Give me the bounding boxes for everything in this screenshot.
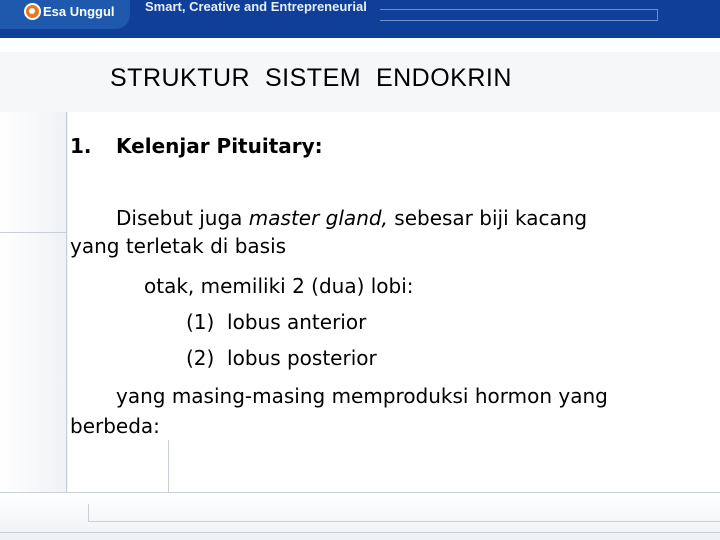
page-title: STRUKTUR SISTEM ENDOKRIN	[110, 64, 512, 92]
list-item-posterior: (2) lobus posterior	[186, 346, 377, 370]
paragraph-line-7: berbeda:	[70, 414, 160, 438]
paragraph-line-3: otak, memiliki 2 (dua) lobi:	[144, 274, 414, 298]
list-item-anterior: (1) lobus anterior	[186, 310, 367, 334]
section-number: 1.	[70, 134, 92, 158]
tagline: Smart, Creative and Entrepreneurial	[145, 0, 367, 14]
paragraph-line-2: yang terletak di basis	[70, 234, 287, 258]
italic-term: master gland,	[248, 206, 388, 230]
paragraph-line-1	[116, 206, 587, 230]
paragraph-line-6: yang masing-masing memproduksi hormon yang	[116, 384, 608, 408]
section-heading: Kelenjar Pituitary:	[116, 134, 323, 158]
text-run: sebesar biji kacang	[387, 206, 588, 230]
text-run: Disebut juga	[116, 206, 249, 230]
logo-text: Esa Unggul	[43, 4, 115, 19]
